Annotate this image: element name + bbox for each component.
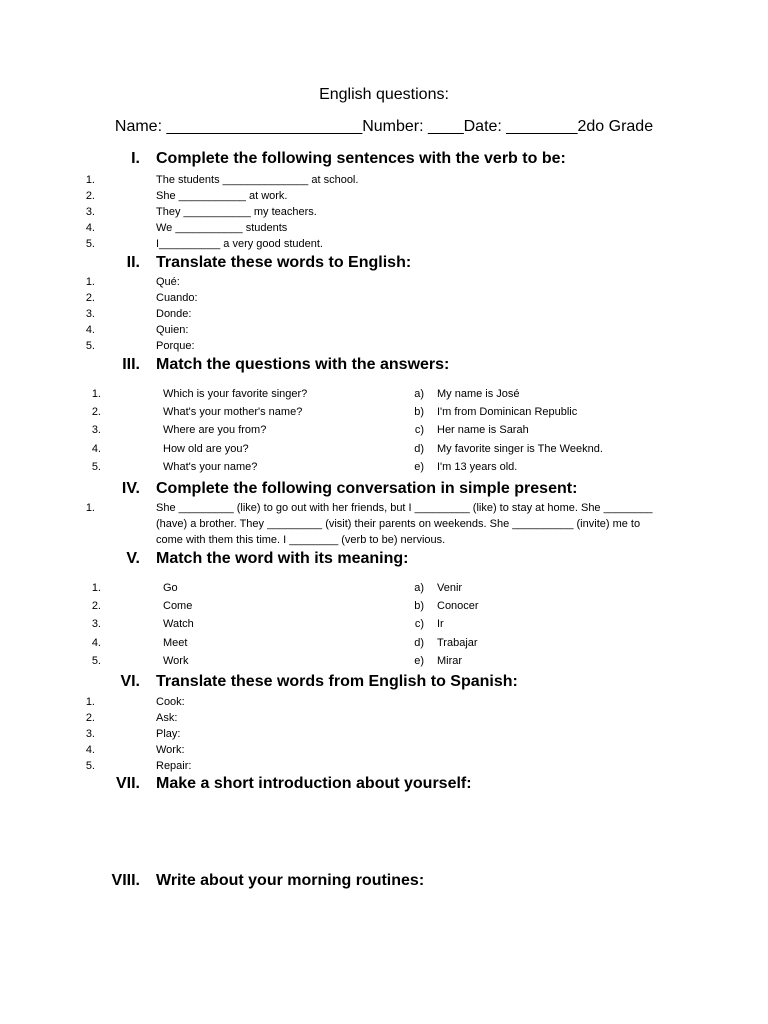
matching-row: 1. Which is your favorite singer? a) My name is José: [91, 388, 520, 400]
list-item: 3. They ___________ my teachers.: [85, 206, 317, 218]
matching-row: 3. Where are you from? c) Her name is Sarah: [91, 424, 529, 437]
worksheet-page: English questions: Name: ______________________Number: ____Date: ________2do Grade I. Complete the following sentences with the verb to be: 1. The students ______________ at school. 2. She ___________ at work. 3. They ___________ my teachers. 4. We ___________ students 5. I__________ a very good student. II. Translate these words to English: 1. Qué: 2. Cuando: 3. Donde: 4. Quien: 5. Porque: III. Match the questions with the answers: 1. Which is your favorite singer? a) My name is José 2. What's your mother's name? b) I'm from Dominican Republic 3. Where are you from? c) Her name is Sarah 4. How old are you? d) My favorite singer is The Weeknd. 5. What's your name? e) I'm 13 years old. IV. Complete the following conversation in simple present: 1. She _________ (like) to go out with her friends, but I _________ (like) to stay at home. She ________ (have) a brother. They _________ (visit) their parents on weekends. She __________ (invite) me to come with them this time. I ________ (verb to be) nervious. V. Match the word with its meaning: 1. Go a) Venir 2. Come b) Conocer 3. Watch c) Ir 4. Meet d) Trabajar 5. Work e) Mirar VI. Translate these words from English to Spanish: 1. Cook: 2. Ask: 3. Play: 4. Work: 5. Repair: VII. Make a short introduction about yourself: VIII. Write about your morning routines:: [0, 0, 768, 1024]
section-title: Complete the following conversation in simple present:: [156, 480, 578, 497]
section-number: II.: [126, 254, 140, 271]
section-number: V.: [126, 550, 140, 567]
section-title: Write about your morning routines:: [156, 872, 425, 889]
matching-row: 3. Watch c) Ir: [91, 618, 444, 631]
list-item: 5. I__________ a very good student.: [85, 238, 323, 250]
list-item: 2. Ask:: [85, 712, 178, 724]
matching-row: 4. Meet d) Trabajar: [91, 636, 478, 649]
name-number-date-row: Name: ______________________Number: ____Date: ________2do Grade: [114, 118, 654, 135]
section-number: VI.: [120, 673, 140, 690]
list-item: 3. Donde:: [85, 308, 192, 320]
list-item: 2. Cuando:: [85, 292, 198, 304]
list-item: 3. Play:: [85, 728, 181, 740]
list-item: 1. Qué:: [85, 276, 180, 288]
section-number: III.: [122, 356, 140, 373]
matching-row: 4. How old are you? d) My favorite singer is The Weeknd.: [91, 442, 603, 455]
matching-row: 2. Come b) Conocer: [91, 600, 479, 613]
section-title: Match the questions with the answers:: [156, 356, 450, 373]
section-number: VII.: [115, 775, 140, 792]
list-item: 5. Repair:: [85, 760, 192, 772]
list-item: 4. Quien:: [85, 324, 189, 336]
section-number: I.: [131, 150, 140, 167]
document-title: English questions:: [319, 86, 449, 103]
section-1-list: [0, 172, 720, 252]
matching-row: 1. Go a) Venir: [91, 582, 463, 594]
matching-row: 2. What's your mother's name? b) I'm from Dominican Republic: [91, 406, 578, 419]
matching-row: 5. Work e) Mirar: [91, 654, 463, 667]
matching-row: 5. What's your name? e) I'm 13 years old.: [91, 460, 518, 473]
list-item: 5. Porque:: [85, 340, 195, 352]
section-number: IV.: [121, 480, 140, 497]
section-title: Translate these words from English to Spanish:: [156, 673, 518, 690]
conversation-text: She _________ (like) to go out with her friends, but I _________ (like) to stay at home. She ________ (have) a brother. They _________ (visit) their parents on weekends. She __________ (invite) me to come with them this time. I ________ (verb to be) nervious.: [156, 502, 653, 546]
section-2-list: [0, 274, 720, 354]
list-item: 1. Cook:: [85, 696, 185, 708]
section-number: VIII.: [111, 872, 140, 889]
list-item: 2. She ___________ at work.: [85, 190, 288, 202]
section-6-list: [0, 694, 720, 774]
section-5-matching: [0, 579, 720, 670]
list-item: 4. We ___________ students: [85, 222, 288, 234]
list-item: 1. The students ______________ at school.: [85, 174, 359, 186]
list-item: 4. Work:: [85, 744, 185, 756]
section-title: Complete the following sentences with the verb to be:: [156, 150, 566, 167]
section-title: Translate these words to English:: [156, 254, 412, 271]
section-title: Make a short introduction about yourself:: [156, 775, 472, 792]
section-title: Match the word with its meaning:: [156, 550, 409, 567]
section-3-matching: [0, 385, 720, 476]
